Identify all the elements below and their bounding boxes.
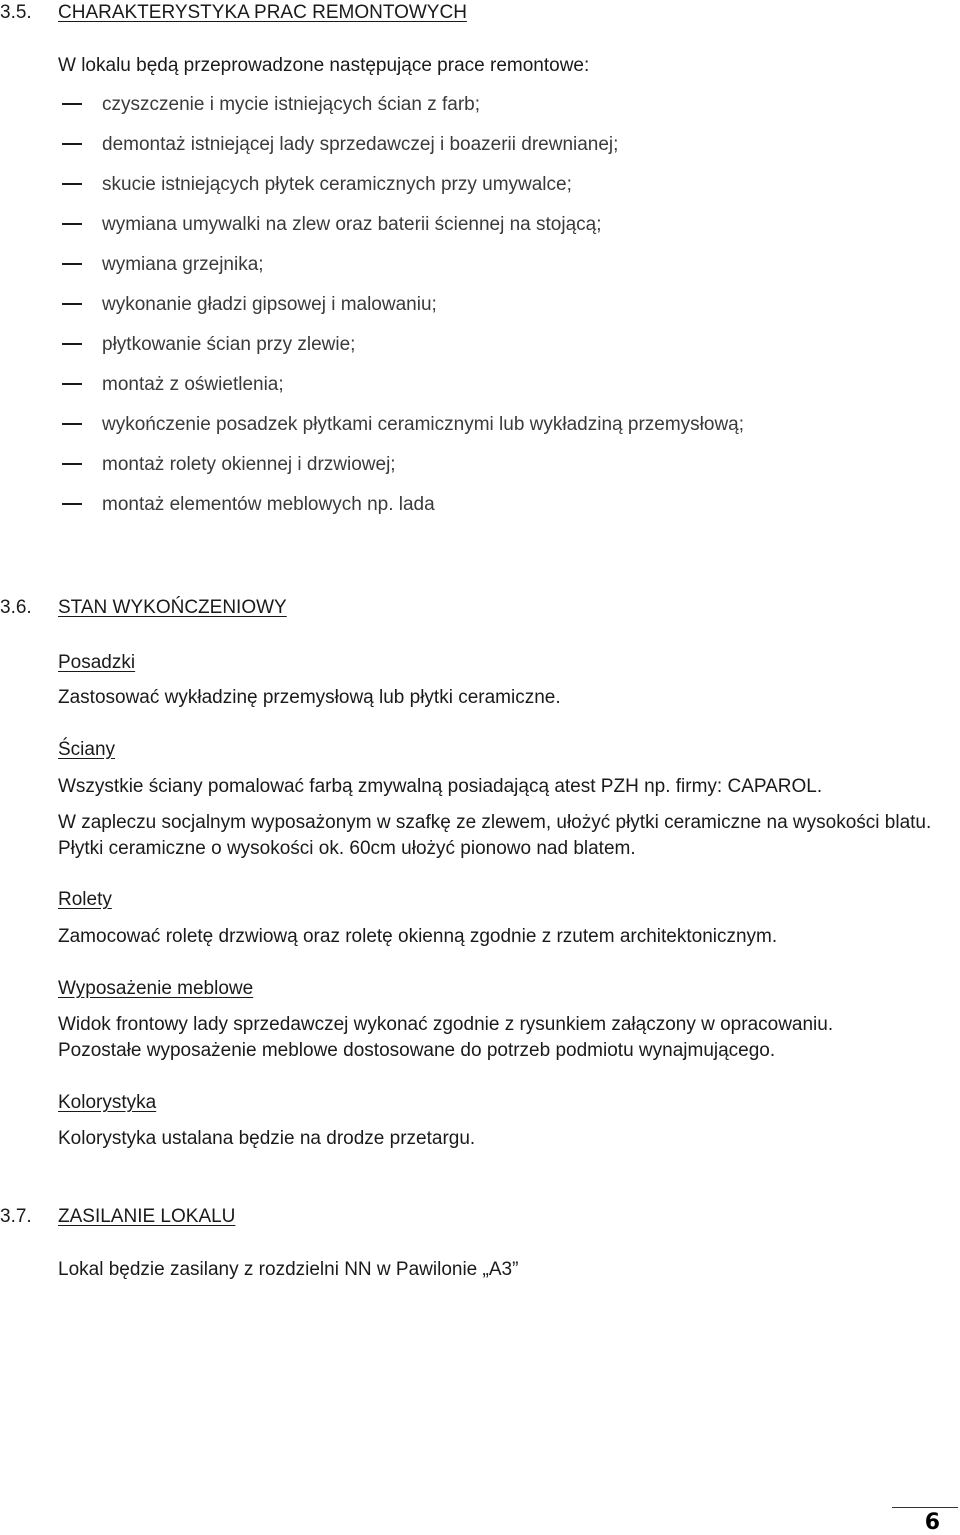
dash-bullet-icon bbox=[62, 463, 82, 465]
sciany-text-1: Wszystkie ściany pomalować farbą zmywalną posiadającą atest PZH np. firmy: CAPAROL. bbox=[58, 776, 823, 797]
section-title-3-5: CHARAKTERYSTYKA PRAC REMONTOWYCH bbox=[58, 2, 467, 23]
list-item: montaż elementów meblowych np. lada bbox=[102, 494, 435, 515]
dash-bullet-icon bbox=[62, 423, 82, 425]
dash-bullet-icon bbox=[62, 343, 82, 345]
wyposazenie-text-2: Pozostałe wyposażenie meblowe dostosowane do potrzeb podmiotu wynajmującego. bbox=[58, 1040, 776, 1061]
dash-bullet-icon bbox=[62, 143, 82, 145]
dash-bullet-icon bbox=[62, 103, 82, 105]
list-item: montaż rolety okiennej i drzwiowej; bbox=[102, 454, 396, 475]
kolorystyka-text: Kolorystyka ustalana będzie na drodze przetargu. bbox=[58, 1128, 476, 1149]
rolety-text: Zamocować roletę drzwiową oraz roletę okienną zgodnie z rzutem architektonicznym. bbox=[58, 926, 778, 947]
sciany-text-2a: W zapleczu socjalnym wyposażonym w szafkę ze zlewem, ułożyć płytki ceramiczne na wysokości blatu. bbox=[58, 812, 932, 833]
dash-bullet-icon bbox=[62, 503, 82, 505]
dash-bullet-icon bbox=[62, 383, 82, 385]
list-item: skucie istniejących płytek ceramicznych przy umywalce; bbox=[102, 174, 572, 195]
list-item: montaż z oświetlenia; bbox=[102, 374, 284, 395]
dash-bullet-icon bbox=[62, 183, 82, 185]
zasilanie-text: Lokal będzie zasilany z rozdzielni NN w Pawilonie „A3” bbox=[58, 1259, 519, 1280]
dash-bullet-icon bbox=[62, 303, 82, 305]
subheading-wyposazenie: Wyposażenie meblowe bbox=[58, 978, 254, 999]
subheading-posadzki: Posadzki bbox=[58, 652, 136, 673]
section-intro: W lokalu będą przeprowadzone następujące prace remontowe: bbox=[58, 55, 590, 76]
dash-bullet-icon bbox=[62, 263, 82, 265]
subheading-rolety: Rolety bbox=[58, 889, 112, 910]
list-item: wykończenie posadzek płytkami ceramicznymi lub wykładziną przemysłową; bbox=[102, 414, 745, 435]
sciany-text-2b: Płytki ceramiczne o wysokości ok. 60cm ułożyć pionowo nad blatem. bbox=[58, 838, 636, 859]
section-number-3-7: 3.7. bbox=[0, 1206, 32, 1227]
page-number-rule bbox=[892, 1507, 958, 1508]
section-number-3-6: 3.6. bbox=[0, 597, 32, 618]
list-item: czyszczenie i mycie istniejących ścian z farb; bbox=[102, 94, 481, 115]
list-item: wymiana grzejnika; bbox=[102, 254, 264, 275]
list-item: wymiana umywalki na zlew oraz baterii ściennej na stojącą; bbox=[102, 214, 602, 235]
posadzki-text: Zastosować wykładzinę przemysłową lub płytki ceramiczne. bbox=[58, 687, 561, 708]
page-number: 6 bbox=[924, 1510, 940, 1535]
section-title-3-6: STAN WYKOŃCZENIOWY bbox=[58, 597, 287, 618]
wyposazenie-text-1: Widok frontowy lady sprzedawczej wykonać zgodnie z rysunkiem załączony w opracowaniu. bbox=[58, 1014, 834, 1035]
section-title-3-7: ZASILANIE LOKALU bbox=[58, 1206, 236, 1227]
subheading-kolorystyka: Kolorystyka bbox=[58, 1092, 157, 1113]
list-item: płytkowanie ścian przy zlewie; bbox=[102, 334, 356, 355]
section-number-3-5: 3.5. bbox=[0, 2, 32, 23]
dash-bullet-icon bbox=[62, 223, 82, 225]
list-item: demontaż istniejącej lady sprzedawczej i boazerii drewnianej; bbox=[102, 134, 619, 155]
subheading-sciany: Ściany bbox=[58, 739, 116, 760]
list-item: wykonanie gładzi gipsowej i malowaniu; bbox=[102, 294, 437, 315]
